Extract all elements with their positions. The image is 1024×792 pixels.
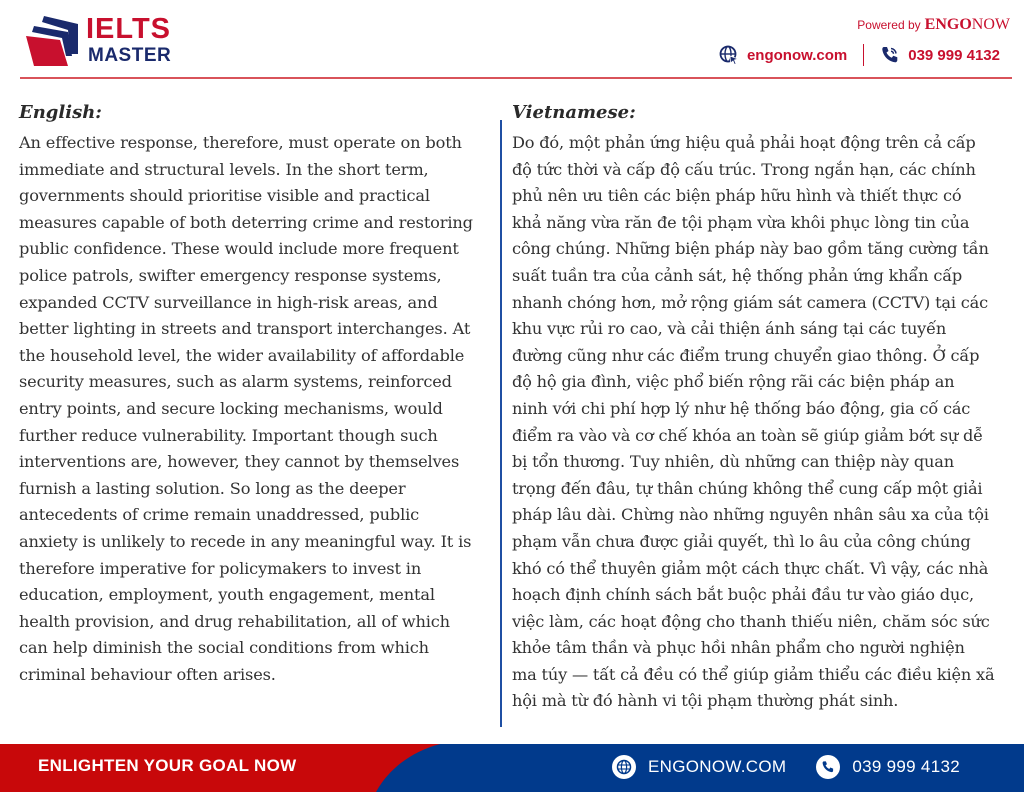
footer-banner — [0, 744, 1024, 792]
text-line: độ tức thời và cấp độ cấu trúc. Trong ngắn hạn, các chính — [512, 159, 976, 179]
text-line: antecedents of crime remain unaddressed, public — [19, 505, 420, 525]
header-contact — [719, 44, 1000, 66]
brand-name-ielts: IELTS — [86, 13, 172, 45]
text-line: pháp lâu dài. Chừng nào những nguyên nhân sâu xa của tội — [512, 505, 989, 525]
powered-by — [857, 16, 1010, 34]
text-line: đường cũng như các điểm trung chuyển giao thông. Ở cấp — [512, 345, 980, 365]
text-line: điểm ra vào và cơ chế khóa an toàn sẽ giúp giảm bớt sự dễ — [512, 425, 983, 445]
text-line: khó có thể thuyên giảm một cách thực chất. Vì vậy, các nhà — [512, 558, 989, 578]
header-phone-text: 039 999 4132 — [908, 46, 1000, 64]
vietnamese-paragraph — [512, 130, 1017, 715]
text-line: public confidence. These would include more frequent — [19, 239, 459, 259]
globe-icon — [612, 755, 636, 779]
text-line: suất tuần tra của cảnh sát, hệ thống phản ứng khẩn cấp — [512, 265, 963, 285]
text-line: phạm vẫn chưa được giải quyết, thì lo âu của công chúng — [512, 531, 971, 551]
header-divider — [20, 77, 1012, 79]
footer-contacts — [612, 755, 960, 779]
footer-website-text: ENGONOW.COM — [648, 757, 787, 776]
text-line: criminal behaviour often arises. — [19, 664, 276, 684]
text-line: trọng đến đâu, tự thân chúng không thể cung cấp một giải — [512, 478, 983, 498]
english-column — [19, 96, 499, 688]
text-line: education, employment, youth engagement, mental — [19, 585, 435, 605]
footer-phone-link[interactable] — [816, 755, 960, 779]
english-paragraph — [19, 130, 499, 688]
header-website-text: engonow.com — [746, 46, 848, 64]
text-line: độ hộ gia đình, việc phổ biến rộng rãi các biện pháp an — [512, 372, 955, 392]
brand-name-master: MASTER — [88, 45, 172, 66]
text-line: khả năng vừa răn đe tội phạm vừa khôi phục lòng tin của — [512, 212, 970, 232]
engonow-logo: ENGONOW — [924, 16, 1010, 33]
footer-phone-text: 039 999 4132 — [852, 757, 960, 776]
text-line: khu vực rủi ro cao, và cải thiện ánh sáng tại các tuyến — [512, 319, 947, 339]
footer-slogan: ENLIGHTEN YOUR GOAL NOW — [38, 756, 297, 775]
text-line: Do đó, một phản ứng hiệu quả phải hoạt động trên cả cấp — [512, 133, 976, 152]
text-line: can help diminish the social conditions from which — [19, 638, 429, 658]
text-line: ma túy — tất cả đều có thể giúp giảm thiểu các điều kiện xã — [512, 664, 995, 684]
text-line: health provision, and drug rehabilitation, all of which — [19, 611, 450, 631]
text-line: police patrols, swifter emergency response systems, — [19, 265, 442, 285]
globe-cursor-icon — [719, 45, 739, 65]
text-line: hoạch định chính sách bắt buộc phải đầu tư vào giáo dục, — [512, 585, 974, 605]
phone-icon — [816, 755, 840, 779]
text-line: security measures, such as alarm systems, reinforced — [19, 372, 452, 392]
text-line: immediate and structural levels. In the short term, — [19, 159, 429, 179]
powered-by-label: Powered by — [857, 18, 921, 32]
text-line: therefore imperative for policymakers to invest in — [19, 558, 422, 578]
footer-website-link[interactable] — [612, 755, 786, 779]
text-line: An effective response, therefore, must operate on both — [19, 133, 462, 152]
text-line: measures capable of both deterring crime and restoring — [19, 212, 473, 232]
text-line: nhanh chóng hơn, mở rộng giám sát camera (CCTV) tại các — [512, 292, 988, 312]
english-heading: English: — [19, 102, 102, 123]
text-line: ninh với chi phí hợp lý như hệ thống báo động, gia cố các — [512, 398, 971, 418]
vietnamese-heading: Vietnamese: — [512, 102, 636, 123]
text-line: phủ nên ưu tiên các biện pháp hữu hình và thiết thực có — [512, 186, 962, 206]
text-line: anxiety is unlikely to recede in any meaningful way. It is — [19, 531, 472, 551]
text-line: bị tổn thương. Tuy nhiên, dù những can thiệp này quan — [512, 452, 954, 472]
text-line: better lighting in streets and transport interchanges. At — [19, 319, 471, 339]
ielts-master-logo-icon — [20, 14, 80, 68]
text-line: expanded CCTV surveillance in high-risk areas, and — [19, 292, 438, 312]
vietnamese-column — [512, 96, 1017, 715]
header-contact-separator — [863, 44, 864, 66]
header-website-link[interactable] — [719, 45, 847, 65]
text-line: hội mà từ đó hành vi tội phạm thường phát sinh. — [512, 691, 899, 711]
text-line: khỏe tâm thần và phục hồi nhân phẩm cho người nghiện — [512, 638, 965, 658]
phone-ringing-icon — [880, 45, 900, 65]
column-divider — [500, 120, 502, 727]
text-line: further reduce vulnerability. Important though such — [19, 425, 438, 445]
text-line: interventions are, however, they cannot by themselves — [19, 452, 460, 472]
text-line: furnish a lasting solution. So long as the deeper — [19, 478, 406, 498]
text-line: the household level, the wider availability of affordable — [19, 345, 465, 365]
text-line: việc làm, các hoạt động cho thanh thiếu niên, chăm sóc sức — [512, 611, 990, 631]
text-line: governments should prioritise visible and practical — [19, 186, 430, 206]
header-phone-link[interactable] — [880, 45, 1000, 65]
text-line: entry points, and secure locking mechanisms, would — [19, 398, 443, 418]
text-line: công chúng. Những biện pháp này bao gồm tăng cường tần — [512, 239, 989, 259]
